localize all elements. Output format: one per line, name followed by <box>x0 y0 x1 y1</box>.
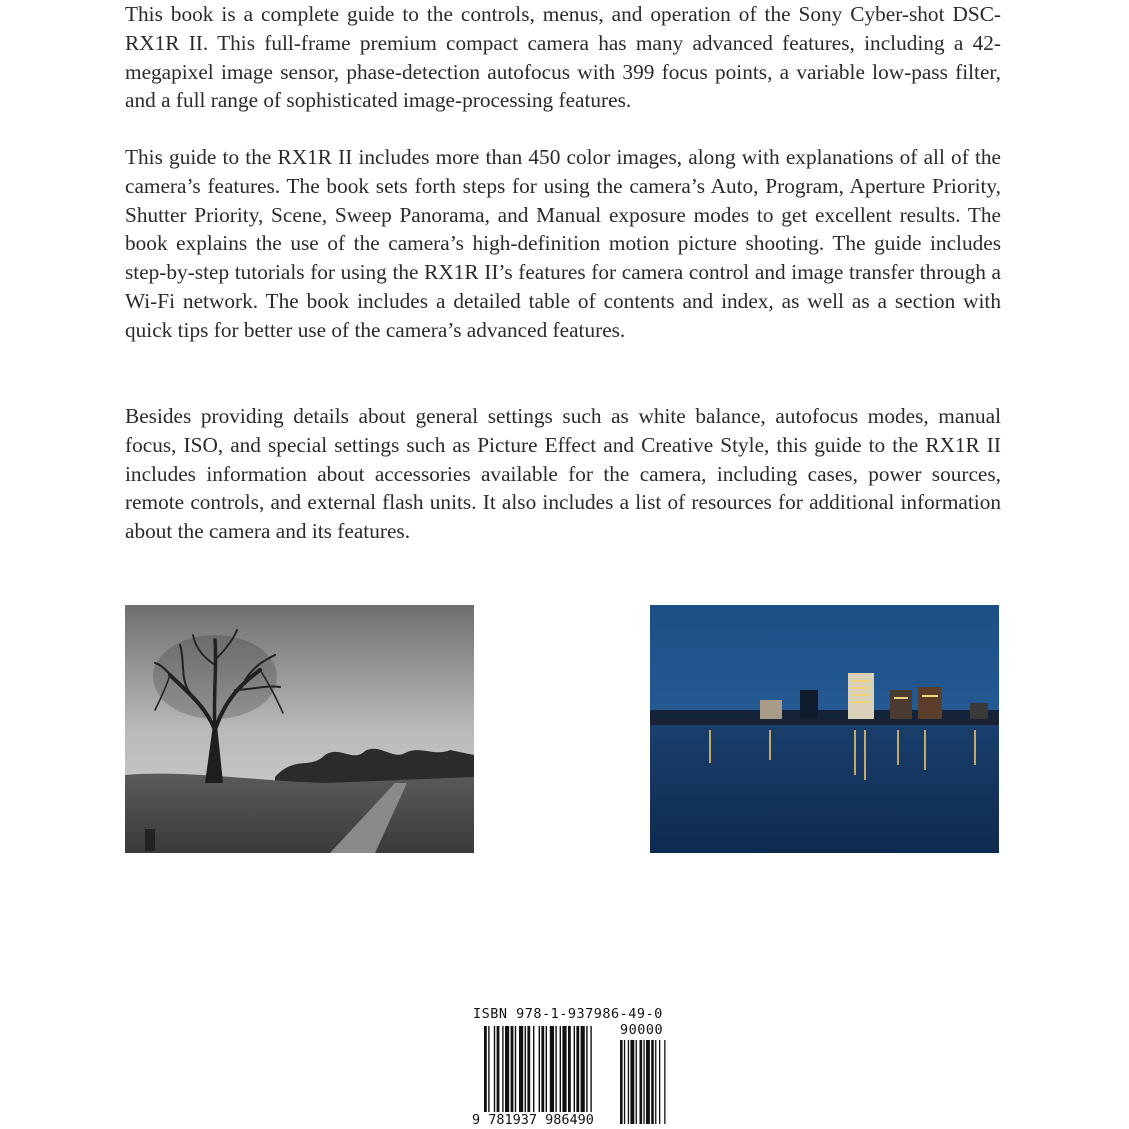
isbn-label: ISBN 978-1-937986-49-0 <box>473 1006 663 1022</box>
barcode-addon-bar <box>620 1040 623 1124</box>
barcode-bar <box>581 1026 585 1118</box>
barcode-bar <box>546 1026 547 1118</box>
barcode-bar <box>539 1026 540 1118</box>
barcode-addon-bar <box>636 1040 637 1124</box>
paragraph-text: This book is a complete guide to the controls, menus, and operation of the Sony Cyber-shot DSC-RX1R II. This full-frame premium compact camera has many advanced features, including a 42-megapixel image sensor, phase-detection autofocus with 399 focus points, a variable low-pass filter, and a full range of sophisticated image-processing features. <box>125 2 1001 113</box>
barcode-bar <box>515 1026 516 1118</box>
barcode-bar <box>488 1026 489 1118</box>
barcode-bar <box>555 1026 556 1118</box>
paragraph-text: This guide to the RX1R II includes more than 450 color images, along with explanations of all of the camera’s features. The book sets forth steps for using the camera’s Auto, Program, Aperture Priority, Shutter Priority, Scene, Sweep Panorama, and Manual exposure modes to get excellent results. The book explains the use of the camera’s high-definition motion picture shooting. The guide includes step-by-step tutorials for using the RX1R II’s features for camera control and image transfer through a Wi-Fi network. The book includes a detailed table of contents and index, as well as a section with quick tips for better use of the camera’s advanced features. <box>125 145 1001 342</box>
barcode-addon-bar <box>659 1040 660 1124</box>
barcode-addon-bar <box>640 1040 643 1124</box>
paragraph-text: Besides providing details about general settings such as white balance, autofocus modes, manual focus, ISO, and special settings such as Picture Effect and Creative Style, this guide to the RX1R II includes information about accessories available for the camera, including cases, power sources, remote controls, and external flash units. It also includes a list of resources for additional information about the camera and its features. <box>125 404 1001 544</box>
barcode-bar <box>497 1026 500 1118</box>
barcode-bar <box>586 1026 587 1118</box>
barcode-bar <box>505 1026 509 1118</box>
barcode-digits: 9 781937 986490 <box>472 1112 594 1128</box>
barcode-addon-bar <box>664 1040 665 1124</box>
tree-photo <box>125 605 474 853</box>
barcode-bar <box>519 1026 523 1118</box>
description-paragraph-2 <box>125 143 1001 345</box>
barcode-addon-bar <box>655 1040 656 1124</box>
barcode-bar <box>590 1026 591 1118</box>
barcode-bar <box>527 1026 530 1118</box>
barcode-bar <box>560 1026 561 1118</box>
city-skyline-photo <box>650 605 999 853</box>
price-code: 90000 <box>620 1022 664 1038</box>
barcode-bar <box>574 1026 575 1118</box>
barcode-bar <box>568 1026 571 1118</box>
barcode-addon-bar <box>643 1040 644 1124</box>
barcode-bar <box>541 1026 544 1118</box>
barcode-bar <box>562 1026 566 1118</box>
barcode-addon-bar <box>624 1040 625 1124</box>
barcode-addon-bar <box>646 1040 650 1124</box>
isbn-barcode <box>470 1004 685 1129</box>
barcode-addon-bar <box>628 1040 629 1124</box>
barcode-bar <box>502 1026 503 1118</box>
barcode-bar <box>525 1026 526 1118</box>
barcode-bar <box>550 1026 554 1118</box>
barcode-bar <box>511 1026 514 1118</box>
barcode-addon-bar <box>651 1040 654 1124</box>
barcode-bar <box>484 1026 487 1118</box>
description-paragraph-3 <box>125 402 1001 546</box>
barcode-addon-bar <box>630 1040 634 1124</box>
barcode-bar <box>576 1026 579 1118</box>
barcode-bar <box>533 1026 534 1118</box>
description-paragraph-1 <box>125 0 1001 115</box>
barcode-bar <box>494 1026 495 1118</box>
